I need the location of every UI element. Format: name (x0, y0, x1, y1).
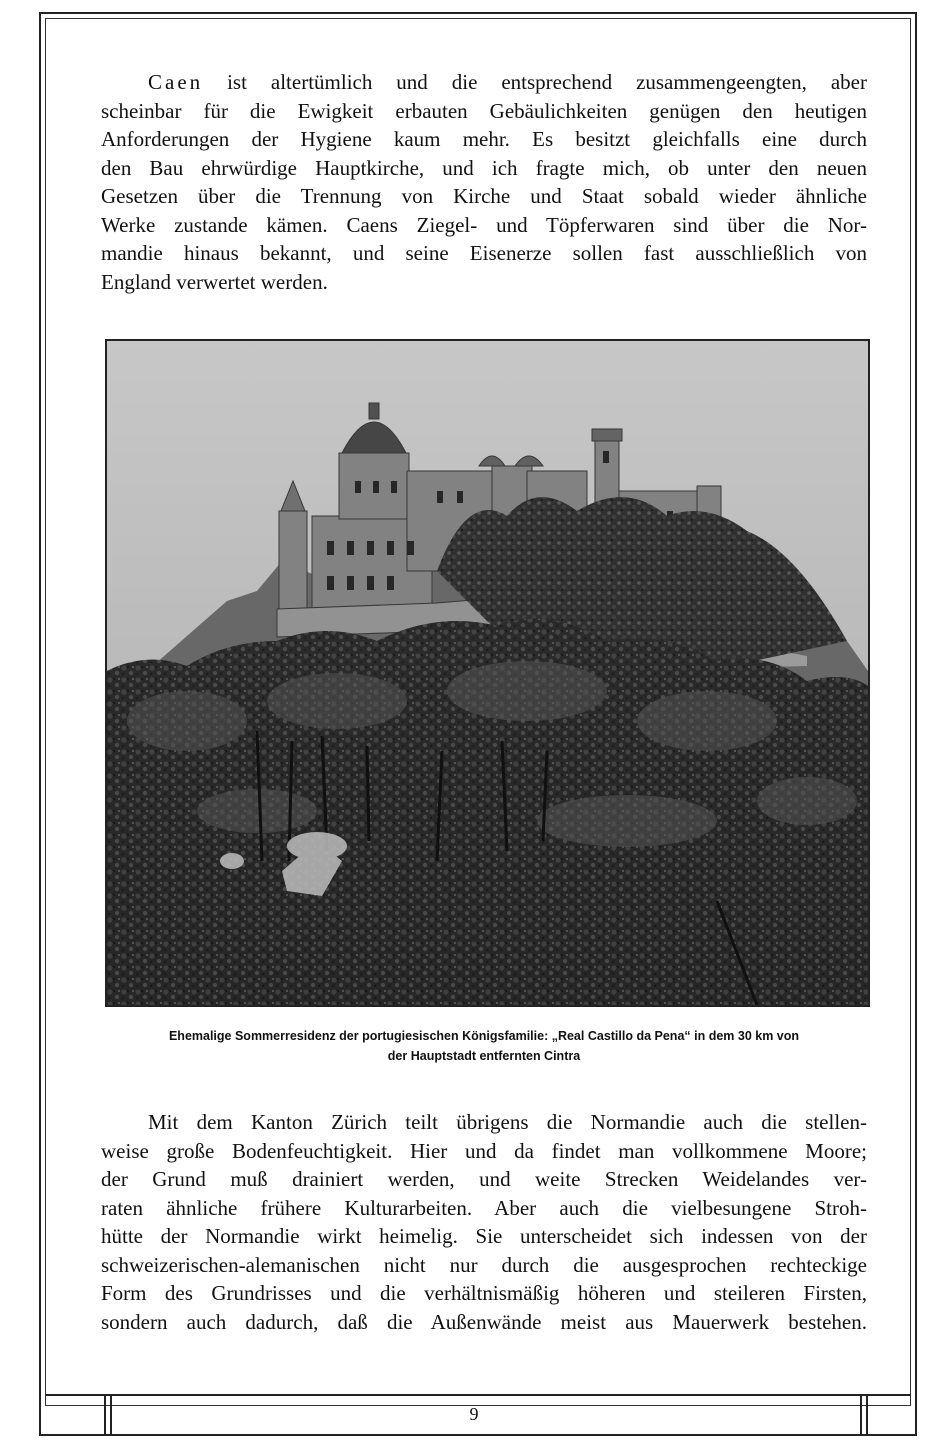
paragraph-line: hütte der Normandie wirkt heimelig. Sie unterscheidet sich indessen von der (101, 1224, 867, 1248)
paragraph-line: scheinbar für die Ewigkeit erbauten Gebäulichkeiten genügen den heutigen (101, 98, 867, 123)
paragraph-line: Anforderungen der Hygiene kaum mehr. Es besitzt gleichfalls eine durch (101, 127, 867, 151)
castle-photograph (105, 339, 870, 1007)
caption-line: der Hauptstadt entfernten Cintra (387, 1049, 581, 1063)
paragraph-line: Form des Grundrisses und die verhältnismäßig höheren und steileren Firsten, (101, 1281, 867, 1305)
paragraph-line: weise große Bodenfeuchtigkeit. Hier und da findet man vollkommene Moore; (101, 1138, 867, 1163)
paragraph-line: Caen ist altertümlich und die entsprechend zusammengeengten, aber (148, 70, 867, 94)
footer-rule-top (45, 1394, 911, 1396)
paragraph-bottom (101, 1108, 867, 1336)
paragraph-line: mandie hinaus bekannt, und seine Eisenerze sollen fast ausschließlich von (101, 241, 867, 265)
paragraph-top (101, 68, 867, 296)
paragraph-line: raten ähnliche frühere Kulturarbeiten. Aber auch die vielbesungene Stroh- (101, 1195, 867, 1220)
paragraph-line: den Bau ehrwürdige Hauptkirche, und ich fragte mich, ob unter den neuen (101, 155, 867, 180)
paragraph-line: Gesetzen über die Trennung von Kirche und Staat sobald wieder ähnliche (101, 184, 867, 208)
paragraph-line: Mit dem Kanton Zürich teilt übrigens die Normandie auch die stellen- (148, 1110, 867, 1134)
caption-line: Ehemalige Sommerresidenz der portugiesischen Königsfamilie: „Real Castillo da Pena“ in dem 30 km von (168, 1029, 800, 1043)
paragraph-line: sondern auch dadurch, daß die Außenwände meist aus Mauerwerk bestehen. (101, 1309, 867, 1334)
castle-illustration (107, 341, 868, 1005)
paragraph-line: Werke zustande kämen. Caens Ziegel- und Töpferwaren sind über die Nor- (101, 212, 867, 237)
paragraph-line: schweizerischen-alemanischen nicht nur durch die ausgesprochen rechteckige (101, 1252, 867, 1277)
lead-word: Caen (148, 70, 204, 94)
paragraph-line: der Grund muß drainiert werden, und weite Strecken Weidelandes ver- (101, 1167, 867, 1191)
paragraph-line: England verwertet werden. (101, 269, 328, 294)
photo-caption (101, 1026, 867, 1066)
page-number: 9 (469, 1404, 479, 1424)
